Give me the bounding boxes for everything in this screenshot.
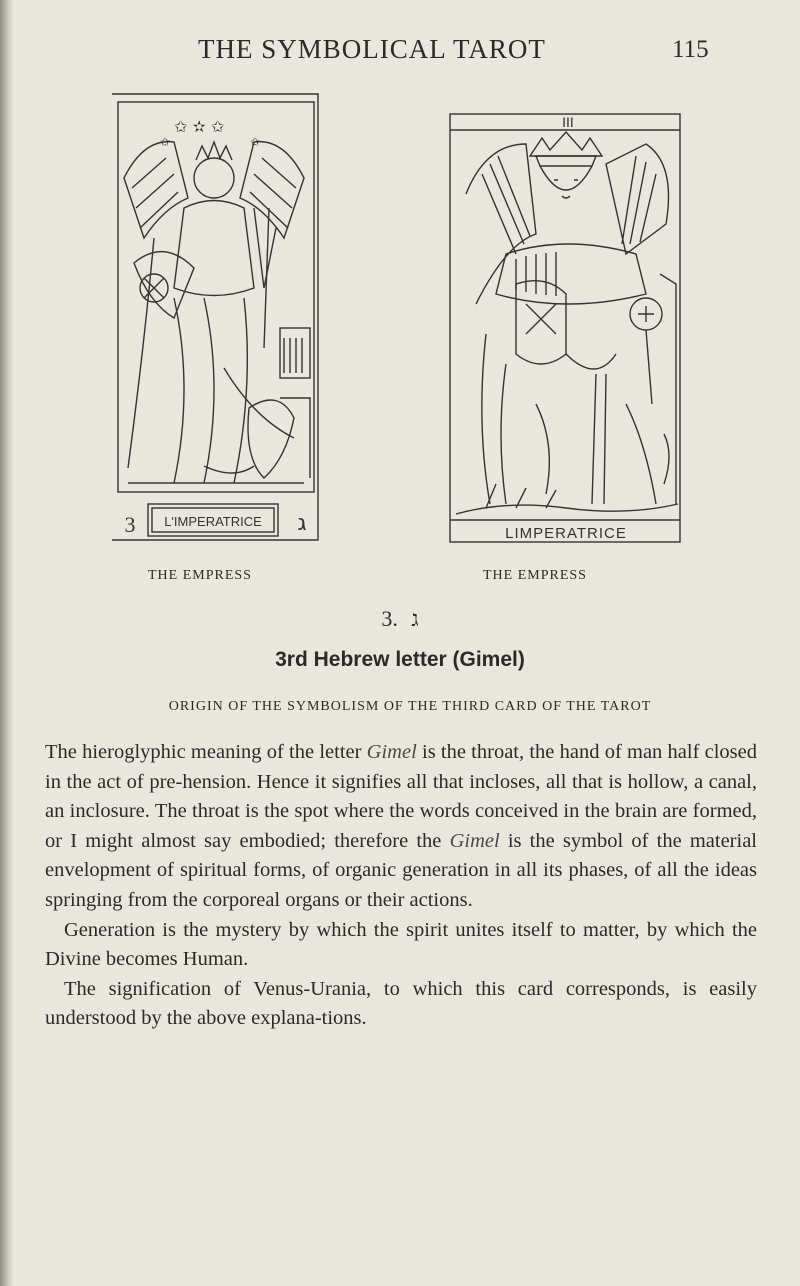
svg-text:✩: ✩ [160, 135, 171, 149]
page-number: 115 [672, 36, 709, 63]
empress-illustration-right [446, 104, 686, 544]
card-label-right: LIMPERATRICE [505, 525, 627, 542]
card-corner-hebrew-letter: ג [297, 511, 307, 536]
card-caption-left: THE EMPRESS [148, 568, 252, 583]
section-number [0, 606, 800, 632]
page-spine-shadow [0, 0, 14, 1286]
card-caption-right: THE EMPRESS [483, 568, 587, 583]
card-label-left: L'IMPERATRICE [164, 514, 262, 529]
running-head [0, 34, 800, 74]
card-empress-left [104, 88, 324, 548]
section-subheading: ORIGIN OF THE SYMBOLISM OF THE THIRD CARD OF THE TAROT [168, 699, 652, 714]
paragraph: Generation is the mystery by which the spirit unites itself to matter, by which the Divine becomes Human. [45, 918, 757, 971]
card-numeral: III [562, 114, 574, 130]
term-gimel: Gimel [366, 741, 417, 763]
card-empress-right [446, 104, 686, 544]
paragraph: The signification of Venus-Urania, to which this card corresponds, is easily understood by the above explana-tions. [45, 977, 757, 1030]
term-gimel: Gimel [449, 829, 500, 852]
running-title: THE SYMBOLICAL TAROT [198, 34, 546, 64]
card-corner-numeral: 3 [124, 512, 136, 537]
svg-text:✩ ✫ ✩: ✩ ✫ ✩ [174, 117, 225, 136]
section-number-value: 3. [381, 606, 398, 631]
svg-text:✩: ✩ [250, 135, 261, 149]
body-text [45, 738, 757, 1034]
empress-illustration-left [104, 88, 324, 548]
paragraph: The hieroglyphic meaning of the letter Gimel is the throat, the hand of man half closed in the act of pre-hension. Hence it signifies all that incloses, all that is hollow, a canal, an inclosure. The throat is the spot where the words conceived in the brain are formed, or I might almost say embodied; therefore the Gimel is the symbol of the material envelopment of spiritual forms, of organic generation in all its phases, of all the ideas springing from the corporeal organs or their actions. [45, 741, 757, 911]
section-hebrew-letter: ג [411, 606, 419, 631]
section-heading: 3rd Hebrew letter (Gimel) [275, 648, 525, 671]
